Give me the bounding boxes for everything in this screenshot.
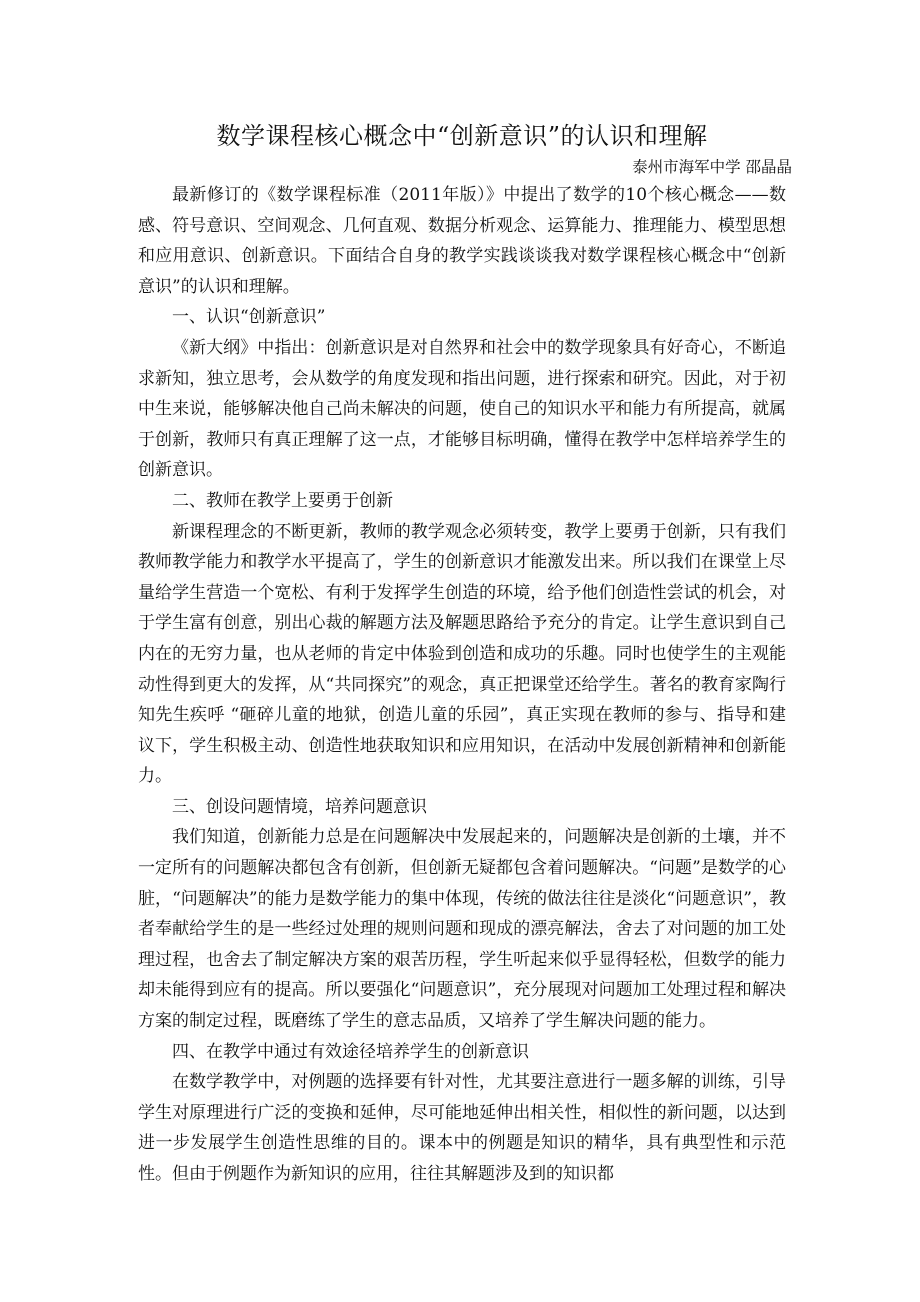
section-body: 在数学教学中，对例题的选择要有针对性，尤其要注意进行一题多解的训练，引导学生对原理进行广泛的变换和延伸，尽可能地延伸出相关性，相似性的新问题，以达到进一步发展学生创造性思维的目的。课本中的例题是知识的精华，具有典型性和示范性。但由于例题作为新知识的应用，往往其解题涉及到的知识都 — [138, 1072, 786, 1184]
document-author: 泰州市海军中学 邵晶晶 — [632, 158, 792, 176]
document-page — [138, 118, 792, 1190]
section-body: 新课程理念的不断更新，教师的教学观念必须转变，教学上要勇于创新，只有我们教师教学能力和教学水平提高了，学生的创新意识才能激发出来。所以我们在课堂上尽量给学生营造一个宽松、有利于发挥学生创造的环境，给予他们创造性尝试的机会，对于学生富有创意，别出心裁的解题方法及解题思路给予充分的肯定。让学生意识到自己内在的无穷力量，也从老师的肯定中体验到创造和成功的乐趣。同时也使学生的主观能动性得到更大的发挥，从“共同探究”的观念，真正把课堂还给学生。著名的教育家陶行知先生疾呼 “砸碎儿童的地狱，创造儿童的乐园”，真正实现在教师的参与、指导和建议下，学生积极主动、创造性地获取知识和应用知识，在活动中发展创新精神和创新能力。 — [138, 521, 786, 787]
section-heading: 一、认识“创新意识” — [172, 307, 326, 328]
section-heading: 二、教师在教学上要勇于创新 — [172, 490, 393, 511]
section-body: 我们知道，创新能力总是在问题解决中发展起来的，问题解决是创新的土壤，并不一定所有的问题解决都包含有创新，但创新无疑都包含着问题解决。“问题”是数学的心脏，“问题解决”的能力是数学能力的集中体现，传统的做法往往是淡化“问题意识”，教者奉献给学生的是一些经过处理的规则问题和现成的漂亮解法，舍去了对问题的加工处理过程，也舍去了制定解决方案的艰苦历程，学生听起来似乎显得轻松，但数学的能力却未能得到应有的提高。所以要强化“问题意识”，充分展现对问题加工处理过程和解决方案的制定过程，既磨练了学生的意志品质，又培养了学生解决问题的能力。 — [138, 827, 786, 1032]
section-body: 《新大纲》中指出：创新意识是对自然界和社会中的数学现象具有好奇心，不断追求新知，独立思考，会从数学的角度发现和指出问题，进行探索和研究。因此，对于初中生来说，能够解决他自己尚未解决的问题，使自己的知识水平和能力有所提高，就属于创新，教师只有真正理解了这一点，才能够目标明确，懂得在教学中怎样培养学生的创新意识。 — [138, 337, 786, 481]
document-title: 数学课程核心概念中“创新意识”的认识和理解 — [216, 122, 708, 150]
intro-paragraph: 最新修订的《数学课程标准（2011年版）》中提出了数学的10个核心概念——数感、符号意识、空间观念、几何直观、数据分析观念、运算能力、推理能力、模型思想和应用意识、创新意识。下面结合自身的教学实践谈谈我对数学课程核心概念中“创新意识”的认识和理解。 — [138, 185, 786, 297]
section-heading: 四、在教学中通过有效途径培养学生的创新意识 — [172, 1041, 529, 1062]
section-heading: 三、创设问题情境，培养问题意识 — [172, 796, 427, 817]
